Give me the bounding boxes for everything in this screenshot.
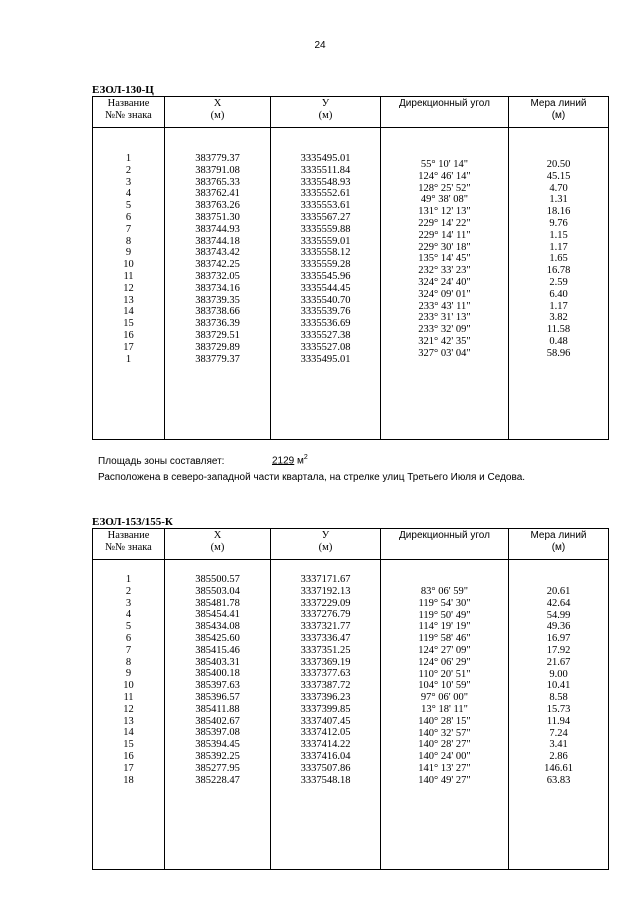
angle-value: 140° 32' 57" xyxy=(418,727,471,739)
header-y-line1: У xyxy=(321,98,330,109)
point-number: 16 xyxy=(123,329,134,341)
point-number: 6 xyxy=(125,211,132,223)
angle-value: 233° 31' 13" xyxy=(418,312,471,324)
column-lengths xyxy=(509,128,609,440)
length-value: 11.58 xyxy=(546,324,571,336)
x-value: 385392.25 xyxy=(195,750,240,762)
zone-title-2: ЕЗОЛ-153/155-К xyxy=(92,516,173,528)
column-numbers xyxy=(93,128,165,440)
x-value: 383791.08 xyxy=(195,164,240,176)
x-value: 383732.05 xyxy=(195,270,240,282)
area-unit: м xyxy=(297,455,304,467)
table-header-row xyxy=(93,529,609,560)
x-value: 383779.37 xyxy=(195,353,240,365)
point-number: 8 xyxy=(125,656,132,668)
y-value: 3335559.28 xyxy=(300,259,351,271)
x-value: 383762.41 xyxy=(195,188,240,200)
point-number: 14 xyxy=(123,727,134,739)
point-number: 3 xyxy=(125,176,132,188)
x-value: 385503.04 xyxy=(195,585,240,597)
length-value: 2.59 xyxy=(549,276,568,288)
y-value: 3335553.61 xyxy=(300,200,351,212)
header-name-line1: Название xyxy=(107,98,150,109)
angle-value: 119° 58' 46" xyxy=(418,633,471,645)
header-x-line2: (м) xyxy=(210,542,225,553)
angle-value: 104° 10' 59" xyxy=(418,680,471,692)
point-number: 17 xyxy=(123,341,134,353)
header-x xyxy=(165,529,271,560)
point-number: 2 xyxy=(125,585,132,597)
y-value: 3335539.76 xyxy=(300,306,351,318)
angle-value: 119° 50' 49" xyxy=(418,609,471,621)
x-value: 385402.67 xyxy=(195,715,240,727)
area-label: Площадь зоны составляет: xyxy=(98,456,225,467)
angle-value: 55° 10' 14" xyxy=(420,159,469,170)
point-number: 10 xyxy=(123,259,134,271)
length-value: 2.86 xyxy=(549,751,568,763)
x-value: 383744.18 xyxy=(195,235,240,247)
x-value: 383742.25 xyxy=(195,259,240,271)
x-value: 385454.41 xyxy=(195,609,240,621)
length-value: 11.94 xyxy=(546,715,571,727)
column-x xyxy=(165,128,271,440)
coordinates-table-1 xyxy=(92,96,609,440)
y-value: 3337407.45 xyxy=(300,715,351,727)
x-value: 385396.57 xyxy=(195,691,240,703)
header-angle xyxy=(381,97,509,128)
point-number: 6 xyxy=(125,632,132,644)
header-name xyxy=(93,97,165,128)
column-angles xyxy=(381,560,509,870)
header-x-line1: Х xyxy=(213,530,222,541)
point-number: 5 xyxy=(125,621,132,633)
y-value: 3337548.18 xyxy=(300,774,351,786)
point-number: 1 xyxy=(125,153,132,164)
header-angle-line1: Дирекционный угол xyxy=(399,98,490,109)
length-value: 1.17 xyxy=(549,241,568,253)
y-value: 3335552.61 xyxy=(300,188,351,200)
point-number: 16 xyxy=(123,750,134,762)
x-value: 385434.08 xyxy=(195,621,240,633)
length-value: 20.50 xyxy=(546,159,571,170)
length-value: 1.15 xyxy=(549,229,568,241)
y-value: 3337336.47 xyxy=(300,632,351,644)
point-number: 5 xyxy=(125,200,132,212)
point-number: 2 xyxy=(125,164,132,176)
angle-value: 97° 06' 00" xyxy=(420,692,469,704)
length-value: 1.65 xyxy=(549,253,568,265)
point-number: 8 xyxy=(125,235,132,247)
length-value: 146.61 xyxy=(544,762,573,774)
x-value: 385397.63 xyxy=(195,680,240,692)
angle-value: 13° 18' 11" xyxy=(421,703,468,715)
angle-value: 321° 42' 35" xyxy=(418,335,471,347)
point-number: 10 xyxy=(123,680,134,692)
point-number: 9 xyxy=(125,247,132,259)
y-value: 3337377.63 xyxy=(300,668,351,680)
area-exponent: 2 xyxy=(303,454,308,461)
point-number: 14 xyxy=(123,306,134,318)
angle-value: 114° 19' 19" xyxy=(418,621,471,633)
x-value: 383779.37 xyxy=(195,153,240,164)
y-value: 3337276.79 xyxy=(300,609,351,621)
angle-value: 119° 54' 30" xyxy=(418,597,471,609)
header-name xyxy=(93,529,165,560)
angle-value: 83° 06' 59" xyxy=(420,586,469,597)
length-value: 54.99 xyxy=(546,609,571,621)
y-value: 3337321.77 xyxy=(300,621,351,633)
point-number: 7 xyxy=(125,644,132,656)
length-value: 9.76 xyxy=(549,217,568,229)
length-value: 6.40 xyxy=(549,288,568,300)
y-value: 3337416.04 xyxy=(300,750,351,762)
column-y xyxy=(271,128,381,440)
y-value: 3337387.72 xyxy=(300,680,351,692)
angle-value: 233° 32' 09" xyxy=(418,324,471,336)
y-value: 3337192.13 xyxy=(300,585,351,597)
length-value: 49.36 xyxy=(546,621,571,633)
x-value: 383729.89 xyxy=(195,341,240,353)
angle-value: 140° 24' 00" xyxy=(418,751,471,763)
point-number: 12 xyxy=(123,282,134,294)
table-body-row xyxy=(93,128,609,440)
angle-value: 229° 14' 11" xyxy=(418,229,471,241)
point-number: 18 xyxy=(123,774,134,786)
angle-value: 141° 13' 27" xyxy=(418,762,471,774)
length-value: 16.78 xyxy=(546,265,571,277)
point-number: 17 xyxy=(123,762,134,774)
table-body-row xyxy=(93,560,609,870)
point-number: 1 xyxy=(125,574,132,585)
angle-value: 140° 28' 15" xyxy=(418,715,471,727)
x-value: 383739.35 xyxy=(195,294,240,306)
header-x-line1: Х xyxy=(213,98,222,109)
x-value: 385411.88 xyxy=(195,703,240,715)
area-value xyxy=(272,454,308,466)
x-value: 385481.78 xyxy=(195,597,240,609)
y-value: 3335540.70 xyxy=(300,294,351,306)
table-header-row xyxy=(93,97,609,128)
x-value: 385277.95 xyxy=(195,762,240,774)
length-value: 0.48 xyxy=(549,335,568,347)
angle-value: 232° 33' 23" xyxy=(418,265,471,277)
header-length-line1: Мера линий xyxy=(530,530,587,541)
length-value: 8.58 xyxy=(549,692,568,704)
length-value: 9.00 xyxy=(549,668,568,680)
y-value: 3335559.88 xyxy=(300,223,351,235)
x-value: 385397.08 xyxy=(195,727,240,739)
length-value: 42.64 xyxy=(546,597,571,609)
y-value: 3335527.08 xyxy=(300,341,351,353)
x-value: 383736.39 xyxy=(195,318,240,330)
point-number: 15 xyxy=(123,739,134,751)
column-x xyxy=(165,560,271,870)
x-value: 383743.42 xyxy=(195,247,240,259)
header-x xyxy=(165,97,271,128)
point-number: 15 xyxy=(123,318,134,330)
y-value: 3337351.25 xyxy=(300,644,351,656)
x-value: 383729.51 xyxy=(195,329,240,341)
header-x-line2: (м) xyxy=(210,110,225,121)
y-value: 3335558.12 xyxy=(300,247,351,259)
page-number: 24 xyxy=(314,40,326,51)
header-y-line2: (м) xyxy=(318,110,333,121)
header-length xyxy=(509,97,609,128)
column-angles xyxy=(381,128,509,440)
header-length-line2: (м) xyxy=(551,542,566,553)
angle-value: 131° 12' 13" xyxy=(418,206,471,218)
header-length-line2: (м) xyxy=(551,110,566,121)
y-value: 3337412.05 xyxy=(300,727,351,739)
length-value: 15.73 xyxy=(546,703,571,715)
y-value: 3337369.19 xyxy=(300,656,351,668)
angle-value: 128° 25' 52" xyxy=(418,182,471,194)
point-number: 4 xyxy=(125,188,132,200)
y-value: 3337171.67 xyxy=(300,574,351,585)
length-value: 63.83 xyxy=(546,774,571,786)
y-value: 3337229.09 xyxy=(300,597,351,609)
x-value: 383765.33 xyxy=(195,176,240,188)
x-value: 383751.30 xyxy=(195,211,240,223)
angle-value: 49° 38' 08" xyxy=(420,194,469,206)
length-value: 45.15 xyxy=(546,170,571,182)
angle-value: 124° 46' 14" xyxy=(418,170,471,182)
x-value: 383744.93 xyxy=(195,223,240,235)
y-value: 3335567.27 xyxy=(300,211,351,223)
angle-value: 140° 28' 27" xyxy=(418,739,471,751)
header-angle-line1: Дирекционный угол xyxy=(399,530,490,541)
header-name-line2: №№ знака xyxy=(105,542,152,553)
angle-value: 140° 49' 27" xyxy=(418,774,471,786)
angle-value: 124° 27' 09" xyxy=(418,644,471,656)
x-value: 385500.57 xyxy=(195,574,240,585)
y-value: 3337396.23 xyxy=(300,691,351,703)
x-value: 383734.16 xyxy=(195,282,240,294)
x-value: 383738.66 xyxy=(195,306,240,318)
point-number: 4 xyxy=(125,609,132,621)
y-value: 3335511.84 xyxy=(300,164,351,176)
point-number: 12 xyxy=(123,703,134,715)
header-y-line1: У xyxy=(321,530,330,541)
coordinates-table-2 xyxy=(92,528,609,870)
x-value: 383763.26 xyxy=(195,200,240,212)
header-length xyxy=(509,529,609,560)
length-value: 18.16 xyxy=(546,206,571,218)
header-y xyxy=(271,97,381,128)
angle-value: 124° 06' 29" xyxy=(418,656,471,668)
length-value: 7.24 xyxy=(549,727,568,739)
header-angle xyxy=(381,529,509,560)
zone-title-1: ЕЗОЛ-130-Ц xyxy=(92,84,154,96)
y-value: 3335559.01 xyxy=(300,235,351,247)
length-value: 16.97 xyxy=(546,633,571,645)
angle-value: 110° 20' 51" xyxy=(418,668,471,680)
header-name-line2: №№ знака xyxy=(105,110,152,121)
y-value: 3335495.01 xyxy=(300,153,351,164)
length-value: 20.61 xyxy=(546,586,571,597)
length-value: 3.82 xyxy=(549,312,568,324)
point-number: 1 xyxy=(125,353,132,365)
angle-value: 233° 43' 11" xyxy=(418,300,471,312)
y-value: 3335527.38 xyxy=(300,329,351,341)
y-value: 3337399.85 xyxy=(300,703,351,715)
y-value: 3337414.22 xyxy=(300,739,351,751)
point-number: 13 xyxy=(123,715,134,727)
y-value: 3335495.01 xyxy=(300,353,351,365)
angle-value: 229° 14' 22" xyxy=(418,217,471,229)
point-number: 11 xyxy=(123,270,134,282)
length-value: 3.41 xyxy=(549,739,568,751)
angle-value: 324° 24' 40" xyxy=(418,276,471,288)
length-value: 21.67 xyxy=(546,656,571,668)
point-number: 9 xyxy=(125,668,132,680)
point-number: 11 xyxy=(123,691,134,703)
x-value: 385403.31 xyxy=(195,656,240,668)
y-value: 3335544.45 xyxy=(300,282,351,294)
column-lengths xyxy=(509,560,609,870)
y-value: 3337507.86 xyxy=(300,762,351,774)
x-value: 385400.18 xyxy=(195,668,240,680)
location-text: Расположена в северо-западной части квартала, на стрелке улиц Третьего Июля и Седова. xyxy=(98,472,526,483)
angle-value: 229° 30' 18" xyxy=(418,241,471,253)
angle-value: 135° 14' 45" xyxy=(418,253,471,265)
point-number: 7 xyxy=(125,223,132,235)
header-name-line1: Название xyxy=(107,530,150,541)
header-length-line1: Мера линий xyxy=(530,98,587,109)
y-value: 3335536.69 xyxy=(300,318,351,330)
column-y xyxy=(271,560,381,870)
y-value: 3335545.96 xyxy=(300,270,351,282)
length-value: 4.70 xyxy=(549,182,568,194)
angle-value: 327° 03' 04" xyxy=(418,347,471,359)
angle-value: 324° 09' 01" xyxy=(418,288,471,300)
column-numbers xyxy=(93,560,165,870)
x-value: 385228.47 xyxy=(195,774,240,786)
length-value: 58.96 xyxy=(546,347,571,359)
length-value: 17.92 xyxy=(546,644,571,656)
y-value: 3335548.93 xyxy=(300,176,351,188)
length-value: 1.31 xyxy=(549,194,568,206)
x-value: 385394.45 xyxy=(195,739,240,751)
header-y-line2: (м) xyxy=(318,542,333,553)
x-value: 385425.60 xyxy=(195,632,240,644)
length-value: 1.17 xyxy=(549,300,568,312)
area-number: 2129 xyxy=(272,455,295,467)
point-number: 3 xyxy=(125,597,132,609)
length-value: 10.41 xyxy=(546,680,571,692)
point-number: 13 xyxy=(123,294,134,306)
x-value: 385415.46 xyxy=(195,644,240,656)
header-y xyxy=(271,529,381,560)
